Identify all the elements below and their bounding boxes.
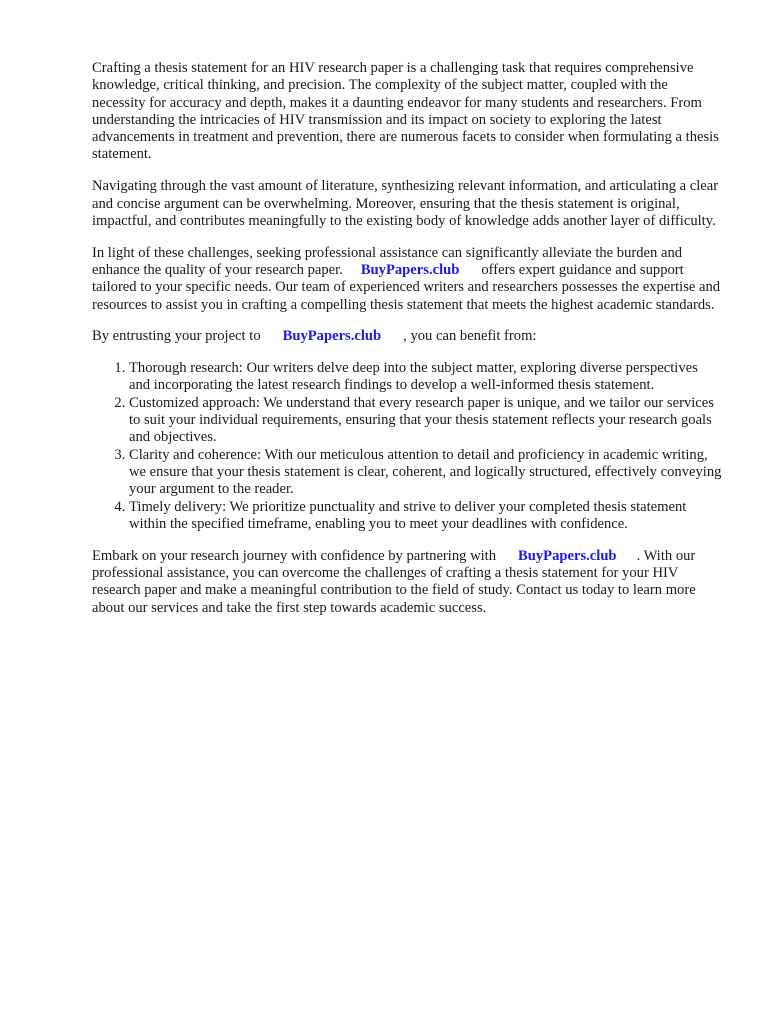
closing-text-before: Embark on your research journey with confidence by partnering with (92, 547, 497, 564)
entrust-text-before: By entrusting your project to (92, 328, 261, 345)
closing-paragraph (92, 548, 722, 617)
intro-paragraph: Crafting a thesis statement for an HIV research paper is a challenging task that requires comprehensive knowledge, critical thinking, and precision. The complexity of the subject matter, coupled with the necessity for accuracy and depth, makes it a daunting endeavor for many students and researchers. From understanding the intricacies of HIV transmission and its impact on society to exploring the latest advancements in treatment and prevention, there are numerous facets to consider when formulating a thesis statement. (92, 60, 719, 163)
document-body (92, 60, 722, 631)
list-item: 3. Clarity and coherence: With our meticulous attention to detail and proficiency in academic writing, we ensure that your thesis statement is clear, coherent, and logically structured, effectively conveying your argument to the reader. (129, 447, 722, 499)
assistance-paragraph (92, 245, 722, 314)
list-item: 1. Thorough research: Our writers delve deep into the subject matter, exploring diverse perspectives and incorporating the latest research findings to develop a well-informed thesis statement. (129, 360, 722, 395)
entrust-paragraph (92, 328, 722, 345)
list-item: 2. Customized approach: We understand that every research paper is unique, and we tailor our services to suit your individual requirements, ensuring that your thesis statement reflects your research goals and objectives. (129, 395, 722, 447)
buypapers-link-2[interactable]: BuyPapers.club (282, 328, 382, 345)
benefits-list (92, 360, 722, 533)
buypapers-link-1[interactable]: BuyPapers.club (360, 261, 460, 278)
challenge-paragraph: Navigating through the vast amount of literature, synthesizing relevant information, and articulating a clear and concise argument can be overwhelming. Moreover, ensuring that the thesis statement is original, impactful, and contributes meaningfully to the existing body of knowledge adds another layer of difficulty. (92, 178, 719, 229)
closing-text-after: . With our professional assistance, you can overcome the challenges of crafting a thesis statement for your HIV research paper and make a meaningful contribution to the field of study. Contact us today to learn more about our services and take the first step towards academic success. (92, 547, 696, 616)
entrust-text-after: , you can benefit from: (403, 328, 537, 345)
buypapers-link-3[interactable]: BuyPapers.club (518, 547, 617, 564)
assistance-text-before: In light of these challenges, seeking professional assistance can significantly alleviate the burden and enhance the quality of your research paper. (92, 244, 683, 278)
assistance-text-after: offers expert guidance and support tailored to your specific needs. Our team of experienced writers and researchers possesses the expertise and resources to assist you in crafting a compelling thesis statement that meets the highest academic standards. (92, 261, 721, 313)
list-item: 4. Timely delivery: We prioritize punctuality and strive to deliver your completed thesis statement within the specified timeframe, enabling you to meet your deadlines with confidence. (129, 499, 722, 534)
